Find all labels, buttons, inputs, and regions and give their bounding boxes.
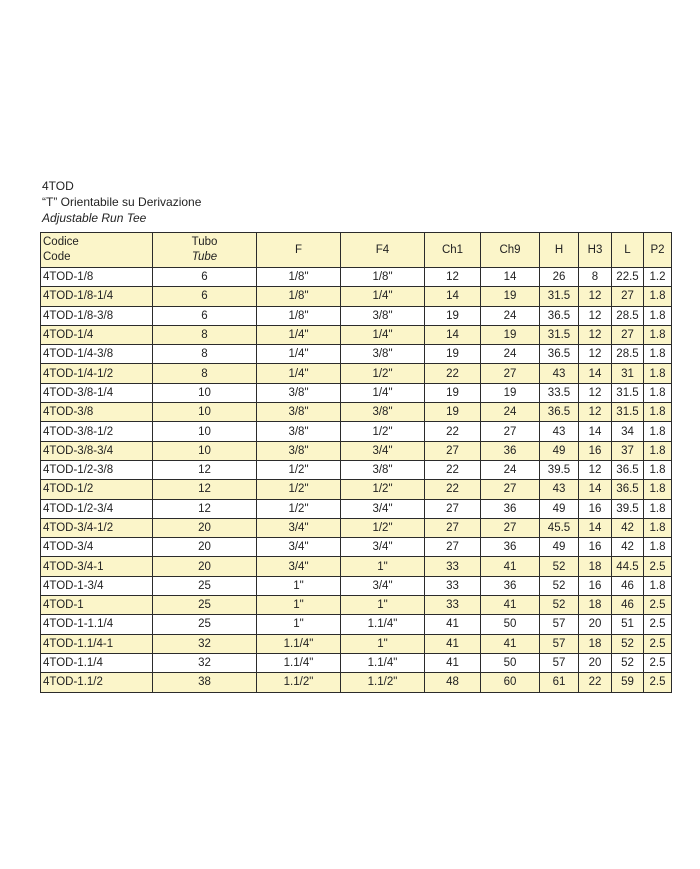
cell-l: 31.5: [612, 403, 644, 422]
cell-h3: 8: [579, 268, 612, 287]
table-row: [41, 576, 672, 595]
table-row: [41, 518, 672, 537]
table-row: [41, 422, 672, 441]
cell-h: 61: [540, 673, 579, 692]
cell-h3: 20: [579, 615, 612, 634]
cell-p2: 1.8: [644, 287, 672, 306]
cell-p2: 1.8: [644, 325, 672, 344]
cell-f: 3/8": [257, 441, 341, 460]
cell-f4: 3/4": [341, 441, 425, 460]
cell-h: 36.5: [540, 345, 579, 364]
cell-ch1: 12: [425, 268, 481, 287]
header-code-it: Codice: [43, 236, 79, 248]
cell-ch9: 41: [481, 634, 540, 653]
cell-code: 4TOD-3/8-3/4: [41, 441, 153, 460]
cell-ch1: 33: [425, 557, 481, 576]
cell-p2: 1.8: [644, 306, 672, 325]
cell-tube: 12: [153, 499, 257, 518]
cell-code: 4TOD-1.1/4-1: [41, 634, 153, 653]
cell-tube: 38: [153, 673, 257, 692]
cell-h3: 18: [579, 596, 612, 615]
cell-code: 4TOD-3/4-1: [41, 557, 153, 576]
cell-l: 44.5: [612, 557, 644, 576]
cell-f4: 1.1/4": [341, 615, 425, 634]
cell-tube: 25: [153, 615, 257, 634]
cell-h3: 14: [579, 422, 612, 441]
cell-code: 4TOD-1: [41, 596, 153, 615]
cell-p2: 1.8: [644, 538, 672, 557]
cell-tube: 20: [153, 557, 257, 576]
cell-tube: 6: [153, 306, 257, 325]
cell-f4: 1": [341, 557, 425, 576]
cell-tube: 8: [153, 325, 257, 344]
cell-ch9: 36: [481, 499, 540, 518]
product-name-italian: “T” Orientabile su Derivazione: [42, 195, 202, 209]
cell-ch1: 33: [425, 596, 481, 615]
cell-ch9: 27: [481, 422, 540, 441]
header-p2: P2: [644, 233, 672, 268]
cell-code: 4TOD-1/8: [41, 268, 153, 287]
cell-ch9: 36: [481, 576, 540, 595]
cell-l: 51: [612, 615, 644, 634]
cell-ch1: 19: [425, 345, 481, 364]
cell-l: 39.5: [612, 499, 644, 518]
header-h3: H3: [579, 233, 612, 268]
table-row: [41, 460, 672, 479]
cell-h: 43: [540, 364, 579, 383]
cell-l: 27: [612, 325, 644, 344]
table-row: [41, 268, 672, 287]
cell-h: 33.5: [540, 383, 579, 402]
cell-f: 1/8": [257, 306, 341, 325]
cell-tube: 10: [153, 441, 257, 460]
cell-ch9: 19: [481, 383, 540, 402]
cell-l: 52: [612, 653, 644, 672]
table-row: [41, 287, 672, 306]
cell-tube: 25: [153, 596, 257, 615]
cell-code: 4TOD-3/8: [41, 403, 153, 422]
header-f: F: [257, 233, 341, 268]
cell-h: 52: [540, 557, 579, 576]
cell-h3: 22: [579, 673, 612, 692]
cell-p2: 2.5: [644, 615, 672, 634]
cell-ch9: 27: [481, 364, 540, 383]
cell-tube: 25: [153, 576, 257, 595]
cell-f: 1.1/2": [257, 673, 341, 692]
cell-h: 43: [540, 422, 579, 441]
cell-ch9: 27: [481, 480, 540, 499]
cell-h3: 16: [579, 441, 612, 460]
cell-code: 4TOD-3/4: [41, 538, 153, 557]
cell-code: 4TOD-3/8-1/2: [41, 422, 153, 441]
cell-l: 42: [612, 518, 644, 537]
header-f4: F4: [341, 233, 425, 268]
cell-l: 31: [612, 364, 644, 383]
cell-f4: 1": [341, 634, 425, 653]
cell-ch1: 19: [425, 403, 481, 422]
cell-ch9: 19: [481, 287, 540, 306]
cell-tube: 8: [153, 364, 257, 383]
cell-h: 52: [540, 576, 579, 595]
cell-l: 31.5: [612, 383, 644, 402]
cell-ch1: 41: [425, 615, 481, 634]
cell-f4: 1/8": [341, 268, 425, 287]
cell-f4: 3/8": [341, 460, 425, 479]
cell-h3: 12: [579, 460, 612, 479]
cell-p2: 1.8: [644, 383, 672, 402]
cell-h3: 12: [579, 383, 612, 402]
cell-p2: 1.2: [644, 268, 672, 287]
cell-l: 42: [612, 538, 644, 557]
cell-l: 28.5: [612, 306, 644, 325]
cell-ch9: 24: [481, 345, 540, 364]
cell-f4: 1/4": [341, 383, 425, 402]
cell-h: 31.5: [540, 325, 579, 344]
cell-p2: 2.5: [644, 596, 672, 615]
cell-h3: 20: [579, 653, 612, 672]
cell-h: 43: [540, 480, 579, 499]
cell-f4: 1/2": [341, 480, 425, 499]
cell-f4: 1.1/4": [341, 653, 425, 672]
cell-f4: 3/8": [341, 306, 425, 325]
cell-tube: 12: [153, 460, 257, 479]
cell-h3: 12: [579, 403, 612, 422]
cell-code: 4TOD-1/8-3/8: [41, 306, 153, 325]
cell-l: 46: [612, 576, 644, 595]
cell-h: 36.5: [540, 403, 579, 422]
cell-ch1: 48: [425, 673, 481, 692]
cell-h3: 12: [579, 325, 612, 344]
cell-h3: 18: [579, 557, 612, 576]
cell-h3: 16: [579, 538, 612, 557]
cell-code: 4TOD-1/4-1/2: [41, 364, 153, 383]
cell-code: 4TOD-1/2-3/8: [41, 460, 153, 479]
cell-f4: 1/2": [341, 422, 425, 441]
header-ch1: Ch1: [425, 233, 481, 268]
cell-h3: 12: [579, 306, 612, 325]
cell-ch1: 27: [425, 441, 481, 460]
table-row: [41, 499, 672, 518]
cell-f: 3/4": [257, 557, 341, 576]
cell-l: 34: [612, 422, 644, 441]
cell-f: 3/4": [257, 518, 341, 537]
cell-f: 1": [257, 576, 341, 595]
cell-ch1: 22: [425, 422, 481, 441]
cell-ch1: 14: [425, 325, 481, 344]
cell-f4: 1.1/2": [341, 673, 425, 692]
cell-f4: 1": [341, 596, 425, 615]
cell-l: 52: [612, 634, 644, 653]
cell-f4: 1/2": [341, 518, 425, 537]
cell-h3: 14: [579, 480, 612, 499]
cell-ch1: 19: [425, 306, 481, 325]
table-row: [41, 345, 672, 364]
header-l: L: [612, 233, 644, 268]
product-name-english: Adjustable Run Tee: [42, 211, 147, 225]
cell-h: 57: [540, 653, 579, 672]
cell-p2: 1.8: [644, 422, 672, 441]
cell-ch9: 24: [481, 403, 540, 422]
cell-p2: 1.8: [644, 441, 672, 460]
cell-tube: 6: [153, 268, 257, 287]
header-tube-it: Tubo: [191, 236, 218, 248]
cell-f: 1/4": [257, 345, 341, 364]
header-tube: [153, 233, 257, 268]
cell-tube: 10: [153, 403, 257, 422]
cell-f: 1/2": [257, 480, 341, 499]
table-body: [41, 268, 672, 693]
cell-h3: 18: [579, 634, 612, 653]
cell-ch9: 50: [481, 653, 540, 672]
document-heading: [42, 178, 201, 226]
cell-code: 4TOD-1-3/4: [41, 576, 153, 595]
cell-p2: 1.8: [644, 518, 672, 537]
cell-f: 1/4": [257, 325, 341, 344]
header-code: [41, 233, 153, 268]
cell-tube: 6: [153, 287, 257, 306]
table-row: [41, 325, 672, 344]
cell-f: 1/2": [257, 499, 341, 518]
cell-ch9: 27: [481, 518, 540, 537]
cell-l: 27: [612, 287, 644, 306]
cell-h: 52: [540, 596, 579, 615]
cell-code: 4TOD-1-1.1/4: [41, 615, 153, 634]
cell-p2: 1.8: [644, 576, 672, 595]
cell-p2: 1.8: [644, 480, 672, 499]
cell-f4: 1/4": [341, 287, 425, 306]
table-row: [41, 364, 672, 383]
cell-tube: 20: [153, 518, 257, 537]
cell-p2: 2.5: [644, 634, 672, 653]
cell-ch1: 14: [425, 287, 481, 306]
cell-tube: 20: [153, 538, 257, 557]
table-row: [41, 441, 672, 460]
cell-ch9: 24: [481, 306, 540, 325]
cell-p2: 1.8: [644, 345, 672, 364]
header-ch9: Ch9: [481, 233, 540, 268]
table-row: [41, 557, 672, 576]
cell-ch9: 60: [481, 673, 540, 692]
cell-p2: 1.8: [644, 499, 672, 518]
cell-h: 49: [540, 441, 579, 460]
cell-l: 46: [612, 596, 644, 615]
cell-f: 1/4": [257, 364, 341, 383]
cell-l: 36.5: [612, 480, 644, 499]
cell-ch9: 14: [481, 268, 540, 287]
cell-h: 57: [540, 634, 579, 653]
cell-f: 3/8": [257, 383, 341, 402]
table-header-row: [41, 233, 672, 268]
table-row: [41, 538, 672, 557]
cell-f: 3/8": [257, 422, 341, 441]
cell-ch1: 27: [425, 538, 481, 557]
cell-h3: 16: [579, 576, 612, 595]
cell-ch1: 22: [425, 480, 481, 499]
table-row: [41, 615, 672, 634]
cell-p2: 2.5: [644, 557, 672, 576]
table-row: [41, 653, 672, 672]
cell-f: 1": [257, 596, 341, 615]
cell-f: 1.1/4": [257, 634, 341, 653]
cell-ch1: 41: [425, 634, 481, 653]
cell-h: 45.5: [540, 518, 579, 537]
cell-f4: 1/2": [341, 364, 425, 383]
cell-tube: 12: [153, 480, 257, 499]
table-row: [41, 634, 672, 653]
cell-l: 28.5: [612, 345, 644, 364]
cell-f: 3/8": [257, 403, 341, 422]
cell-f4: 1/4": [341, 325, 425, 344]
table-row: [41, 383, 672, 402]
cell-ch9: 24: [481, 460, 540, 479]
cell-ch9: 36: [481, 538, 540, 557]
cell-h: 49: [540, 538, 579, 557]
cell-h: 31.5: [540, 287, 579, 306]
cell-h: 36.5: [540, 306, 579, 325]
cell-f4: 3/8": [341, 403, 425, 422]
cell-code: 4TOD-1/8-1/4: [41, 287, 153, 306]
cell-ch1: 33: [425, 576, 481, 595]
cell-p2: 1.8: [644, 403, 672, 422]
table-row: [41, 480, 672, 499]
cell-ch1: 27: [425, 518, 481, 537]
header-tube-en: Tube: [191, 251, 218, 263]
cell-ch9: 41: [481, 596, 540, 615]
cell-f: 1": [257, 615, 341, 634]
cell-f: 1/2": [257, 460, 341, 479]
cell-tube: 32: [153, 634, 257, 653]
cell-tube: 10: [153, 422, 257, 441]
cell-tube: 32: [153, 653, 257, 672]
product-code-title: 4TOD: [42, 179, 74, 193]
cell-p2: 2.5: [644, 673, 672, 692]
header-code-en: Code: [43, 251, 71, 263]
cell-f4: 3/4": [341, 538, 425, 557]
cell-ch1: 41: [425, 653, 481, 672]
cell-code: 4TOD-3/4-1/2: [41, 518, 153, 537]
cell-h3: 12: [579, 287, 612, 306]
cell-ch1: 27: [425, 499, 481, 518]
cell-f: 1/8": [257, 268, 341, 287]
table-row: [41, 673, 672, 692]
cell-code: 4TOD-1/4: [41, 325, 153, 344]
cell-tube: 10: [153, 383, 257, 402]
table-row: [41, 596, 672, 615]
spec-table: [40, 232, 672, 693]
cell-code: 4TOD-3/8-1/4: [41, 383, 153, 402]
header-h: H: [540, 233, 579, 268]
cell-f: 1.1/4": [257, 653, 341, 672]
cell-tube: 8: [153, 345, 257, 364]
cell-p2: 1.8: [644, 364, 672, 383]
table-row: [41, 306, 672, 325]
cell-code: 4TOD-1.1/4: [41, 653, 153, 672]
cell-h: 57: [540, 615, 579, 634]
cell-f4: 3/4": [341, 499, 425, 518]
cell-f4: 3/4": [341, 576, 425, 595]
cell-h3: 14: [579, 518, 612, 537]
cell-p2: 1.8: [644, 460, 672, 479]
cell-code: 4TOD-1/2: [41, 480, 153, 499]
cell-h3: 16: [579, 499, 612, 518]
cell-ch1: 22: [425, 460, 481, 479]
table-row: [41, 403, 672, 422]
cell-h: 49: [540, 499, 579, 518]
cell-ch9: 50: [481, 615, 540, 634]
cell-ch9: 36: [481, 441, 540, 460]
cell-h3: 12: [579, 345, 612, 364]
cell-l: 59: [612, 673, 644, 692]
cell-ch1: 19: [425, 383, 481, 402]
cell-ch9: 19: [481, 325, 540, 344]
cell-h3: 14: [579, 364, 612, 383]
cell-l: 37: [612, 441, 644, 460]
cell-p2: 2.5: [644, 653, 672, 672]
cell-l: 36.5: [612, 460, 644, 479]
cell-h: 39.5: [540, 460, 579, 479]
cell-l: 22.5: [612, 268, 644, 287]
cell-f: 1/8": [257, 287, 341, 306]
cell-f4: 3/8": [341, 345, 425, 364]
cell-f: 3/4": [257, 538, 341, 557]
cell-code: 4TOD-1/4-3/8: [41, 345, 153, 364]
cell-code: 4TOD-1.1/2: [41, 673, 153, 692]
cell-ch9: 41: [481, 557, 540, 576]
cell-ch1: 22: [425, 364, 481, 383]
cell-h: 26: [540, 268, 579, 287]
cell-code: 4TOD-1/2-3/4: [41, 499, 153, 518]
